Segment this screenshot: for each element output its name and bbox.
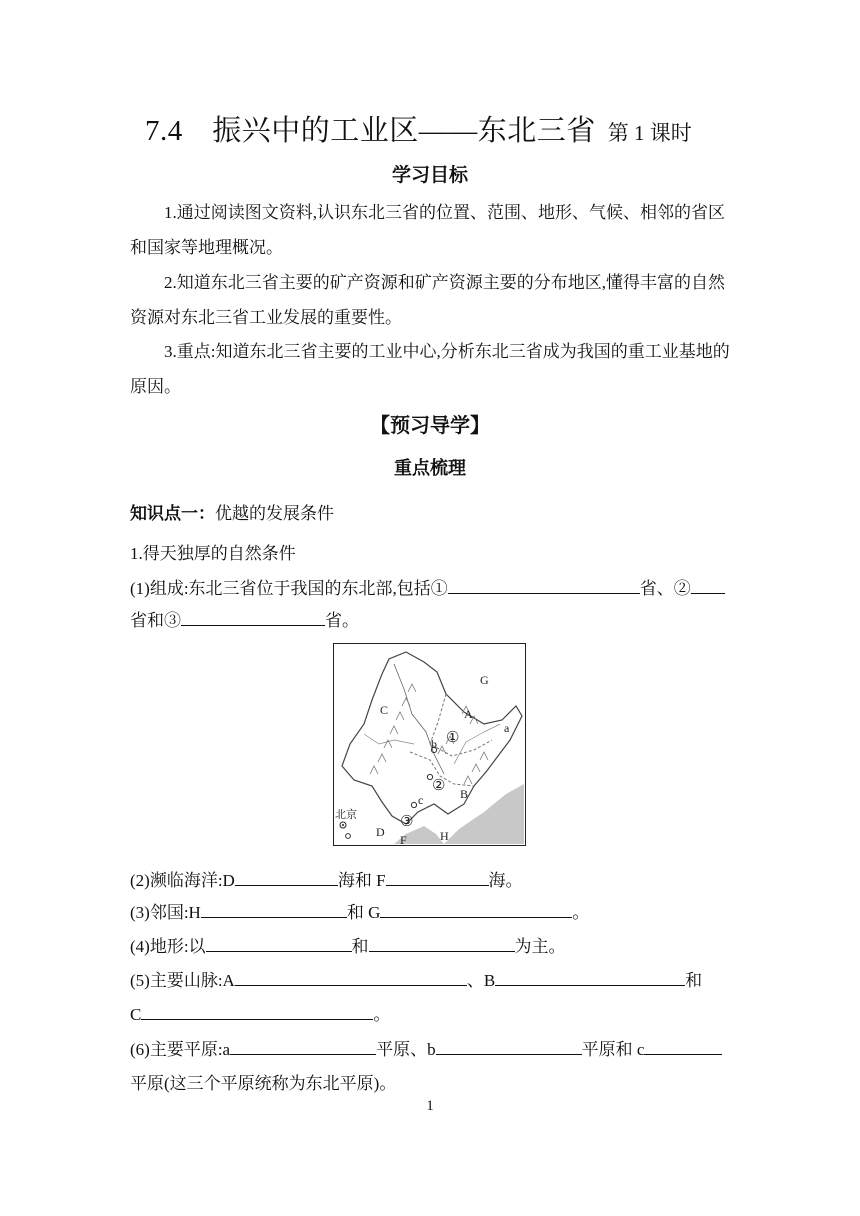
title-main: 7.4 振兴中的工业区——东北三省 [145,115,596,147]
river [454,724,500,764]
sea-area [444,784,524,844]
question-composition [130,574,725,599]
section-subheading: 重点梳理 [394,458,466,479]
text-span: 。 [572,903,590,922]
blank-H[interactable] [201,902,347,918]
map-label-a: a [504,721,510,735]
blank-plain-c[interactable] [644,1039,722,1055]
text-span: 海。 [488,871,523,890]
text-span: (3)邻国:H [130,903,201,922]
text-span: (6)主要平原:a [130,1040,231,1059]
text-span: 为主。 [514,937,566,956]
objective-1: 1.通过阅读图文资料,认识东北三省的位置、范围、地形、气候、相邻的省区和国家等地理概况。 [130,203,725,257]
text-span: 省。 [325,611,359,630]
question-5-cont [130,1000,390,1025]
river [394,664,444,774]
objective-3: 3.重点:知道东北三省主要的工业中心,分析东北三省成为我国的重工业基地的原因。 [130,342,730,396]
province-border [430,694,492,756]
text-span: C [130,1005,142,1024]
page-number: 1 [426,1098,434,1114]
page-title [145,108,692,149]
blank-C[interactable] [141,1004,373,1020]
blank-D[interactable] [235,870,338,886]
blank-terrain-2[interactable] [369,936,515,952]
map-label-H: H [440,829,449,843]
blank-1[interactable] [448,578,640,594]
text-span: 省、② [639,579,691,598]
text-span: 和 [685,971,703,990]
text-span: 省和③ [130,611,181,630]
text-span: (5)主要山脉:A [130,971,235,990]
question-composition-cont [130,606,359,631]
question-3 [130,898,589,923]
map-label-A: A [464,707,473,721]
blank-G[interactable] [380,902,572,918]
text-span: 海和 F [337,871,386,890]
knowledge-point [130,499,334,524]
text-span: (2)濒临海洋:D [130,871,235,890]
map-label-D: D [376,825,385,839]
title-sub: 第 1 课时 [607,121,692,145]
question-1: 1.得天独厚的自然条件 [130,544,296,563]
mountain-range [370,684,488,784]
knowledge-text: 优越的发展条件 [215,504,334,523]
blank-F[interactable] [386,870,489,886]
question-6-cont: 平原(这三个平原统称为东北平原)。 [130,1074,397,1093]
question-5 [130,966,702,991]
text-span: (4)地形:以 [130,937,206,956]
map-label-b: b [431,737,437,751]
map-label-G: G [480,673,489,687]
blank-terrain-1[interactable] [206,936,352,952]
question-2 [130,866,523,891]
section-heading: 【预习导学】 [370,413,490,437]
northeast-map [333,643,526,846]
text-span: 平原、b [376,1040,436,1059]
knowledge-label: 知识点一： [130,504,215,524]
blank-plain-b[interactable] [436,1039,582,1055]
text-span: 和 G [346,903,381,922]
map-label-C: C [380,703,389,717]
map-graphic [334,644,524,844]
text-span: 和 [351,937,369,956]
text-span: 、B [466,971,496,990]
objectives-heading: 学习目标 [391,164,468,186]
map-label-B: B [460,787,469,801]
city-marker-beijing [342,824,344,826]
blank-2[interactable] [691,578,725,594]
map-label-1: ① [446,730,460,746]
text-span: 平原和 c [581,1040,645,1059]
objective-2: 2.知道东北三省主要的矿产资源和矿产资源主要的分布地区,懂得丰富的自然资源对东北三省工业发展的重要性。 [130,273,725,327]
city-marker [411,802,416,807]
map-label-2: ② [432,778,446,794]
city-marker [346,834,351,839]
question-6 [130,1035,722,1060]
blank-plain-a[interactable] [230,1039,376,1055]
blank-B[interactable] [495,970,685,986]
text-span: (1)组成:东北三省位于我国的东北部,包括① [130,579,448,598]
blank-A[interactable] [235,970,467,986]
map-label-F: F [400,833,407,844]
map-label-beijing: 北京 [335,808,357,821]
question-4 [130,932,566,957]
map-label-3: ③ [400,814,414,830]
map-label-c: c [418,793,424,807]
blank-3[interactable] [181,610,325,626]
text-span: 。 [373,1005,391,1024]
